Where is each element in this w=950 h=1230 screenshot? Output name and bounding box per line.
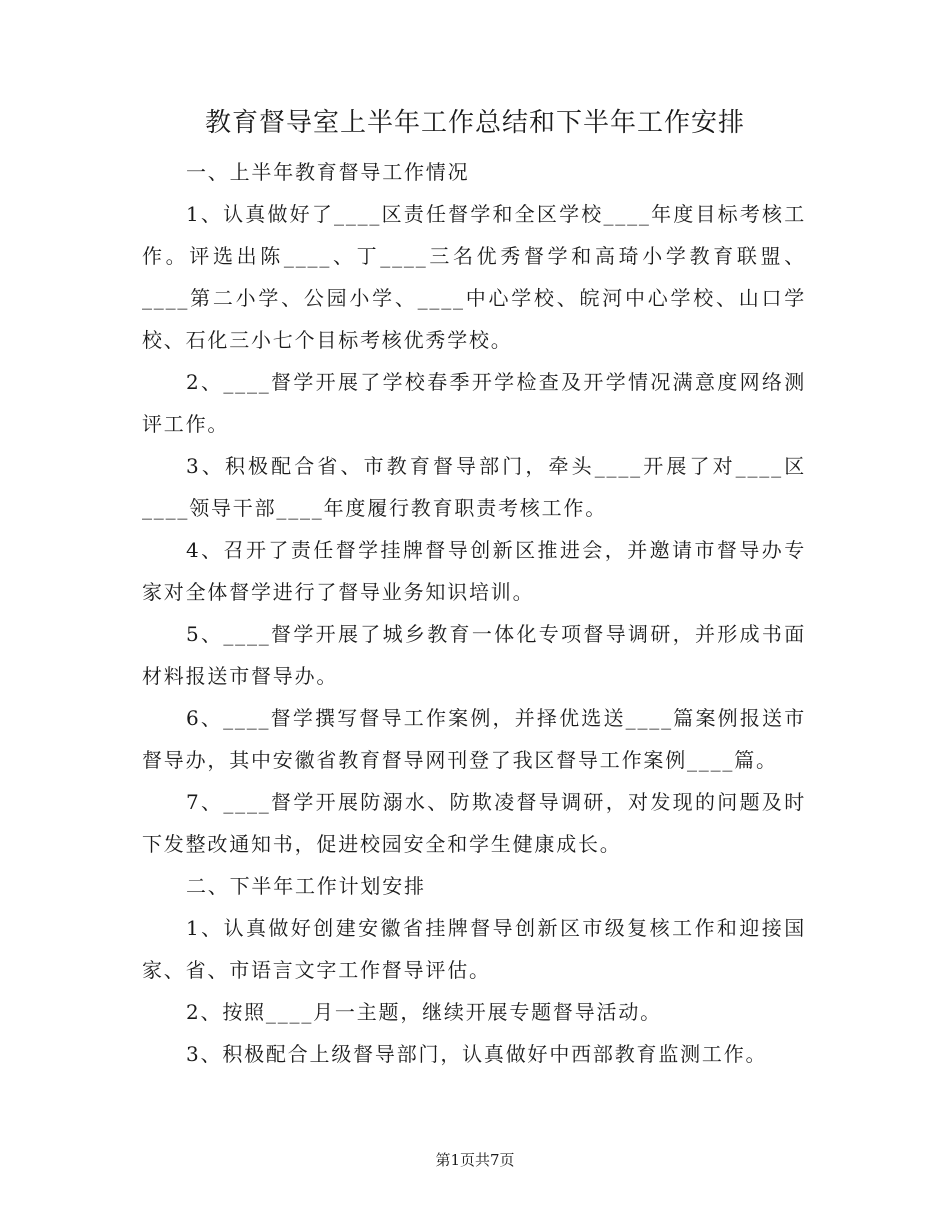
paragraph: 3、积极配合上级督导部门，认真做好中西部教育监测工作。: [186, 1042, 768, 1066]
paragraph: 1、认真做好创建安徽省挂牌督导创新区市级复核工作和迎接国家、省、市语言文字工作督导评估。: [142, 916, 806, 982]
document-title: 教育督导室上半年工作总结和下半年工作安排: [204, 108, 745, 138]
paragraph: 4、召开了责任督学挂牌督导创新区推进会，并邀请市督导办专家对全体督学进行了督导业务知识培训。: [142, 538, 806, 604]
paragraph: 6、____督学撰写督导工作案例，并择优选送____篇案例报送市督导办，其中安徽省教育督导网刊登了我区督导工作案例____篇。: [142, 706, 806, 772]
paragraph: 5、____督学开展了城乡教育一体化专项督导调研，并形成书面材料报送市督导办。: [142, 622, 806, 688]
section-heading: 二、下半年工作计划安排: [186, 874, 426, 898]
paragraph: 1、认真做好了____区责任督学和全区学校____年度目标考核工作。评选出陈____、丁____三名优秀督学和高琦小学教育联盟、____第二小学、公园小学、____中心学校、皖河中心学校、山口学校、石化三小七个目标考核优秀学校。: [142, 202, 806, 352]
paragraph: 2、____督学开展了学校春季开学检查及开学情况满意度网络测评工作。: [142, 370, 806, 436]
paragraph: 2、按照____月一主题，继续开展专题督导活动。: [186, 1000, 662, 1024]
page-number-footer: 第1页共7页: [435, 1151, 515, 1169]
section-heading: 一、上半年教育督导工作情况: [186, 160, 470, 184]
paragraph: 3、积极配合省、市教育督导部门，牵头____开展了对____区____领导干部____年度履行教育职责考核工作。: [142, 454, 806, 520]
document-body: [142, 151, 806, 1075]
paragraph: 7、____督学开展防溺水、防欺凌督导调研，对发现的问题及时下发整改通知书，促进校园安全和学生健康成长。: [142, 790, 806, 856]
